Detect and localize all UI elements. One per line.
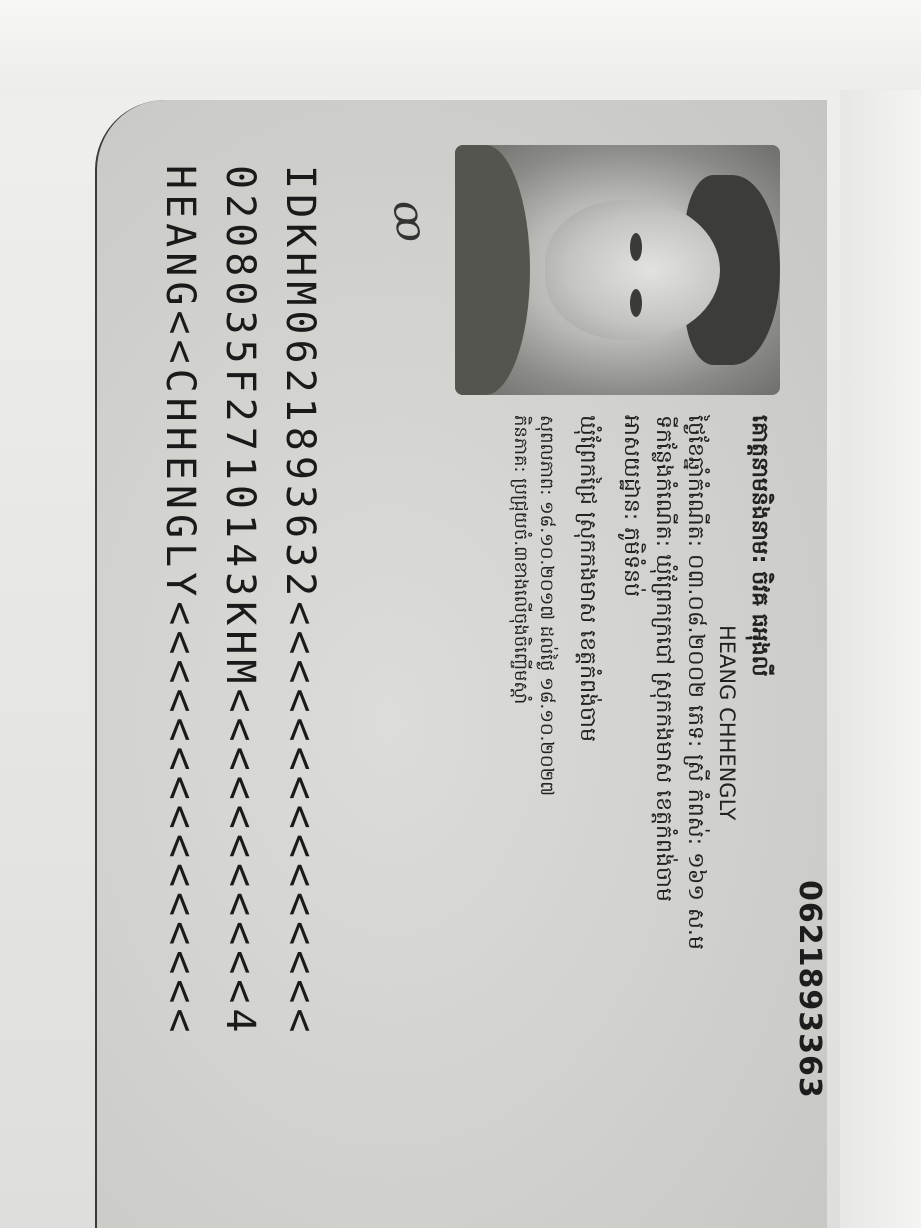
- holder-photo: [455, 145, 780, 395]
- mrz-line-1: IDKHM0621893632<<<<<<<<<<<<<<<: [277, 165, 323, 1038]
- paper-top-margin: [0, 0, 921, 95]
- name-khmer: គោត្តនាមនិងនាម: ចិវឝ ធអុងលី: [747, 415, 772, 677]
- birth-sex-height: ថ្ងៃខែឆ្នាំកំណើត: ០៣.០៨.២០០២ ភេទ: ស្រី កំពស់: ១៦១ ស.ម: [683, 415, 708, 950]
- photo-right-eye: [630, 289, 642, 317]
- id-card-content: [95, 105, 835, 1228]
- photo-shoulders: [455, 145, 530, 395]
- photo-face: [545, 200, 720, 340]
- mrz-line-3: HEANG<<CHHENGLY<<<<<<<<<<<<<<<: [157, 165, 203, 1038]
- photo-left-eye: [630, 233, 642, 261]
- birth-place: ទីកន្លែងកំណើត: ឃុំព្រែកក្របៅ ស្រុកកងមាស ខេត្តកំពង់ចាម: [651, 415, 676, 902]
- name-latin: HEANG CHHENGLY: [715, 625, 739, 821]
- card-fields: [507, 415, 775, 1195]
- paper-right-margin: [840, 90, 921, 1228]
- address-line-1: អាសយដ្ឋាន: ភូមិទំនប់: [619, 415, 644, 597]
- document-number: 0621893363: [792, 880, 827, 1099]
- machine-readable-zone: [150, 165, 330, 1225]
- mrz-line-2: 0208035F2710143KHM<<<<<<<<<<<4: [217, 165, 263, 1038]
- validity: សុពលភាព: ១៨.១០.២០១៧ ដល់ថ្ងៃ ១៨.១០.២០២៧: [536, 415, 557, 797]
- holder-signature: ꝏ: [383, 196, 438, 246]
- address-line-2: ឃុំព្រែកជ្រៃ ស្រុកកងមាស ខេត្តកំពង់ចាម: [575, 415, 600, 742]
- distinguishing-marks: ភិនភាគ: ប្រជ្រុយចំ.៣ខាងលើចុងចិញ្ចើមស្តាំ: [510, 415, 531, 705]
